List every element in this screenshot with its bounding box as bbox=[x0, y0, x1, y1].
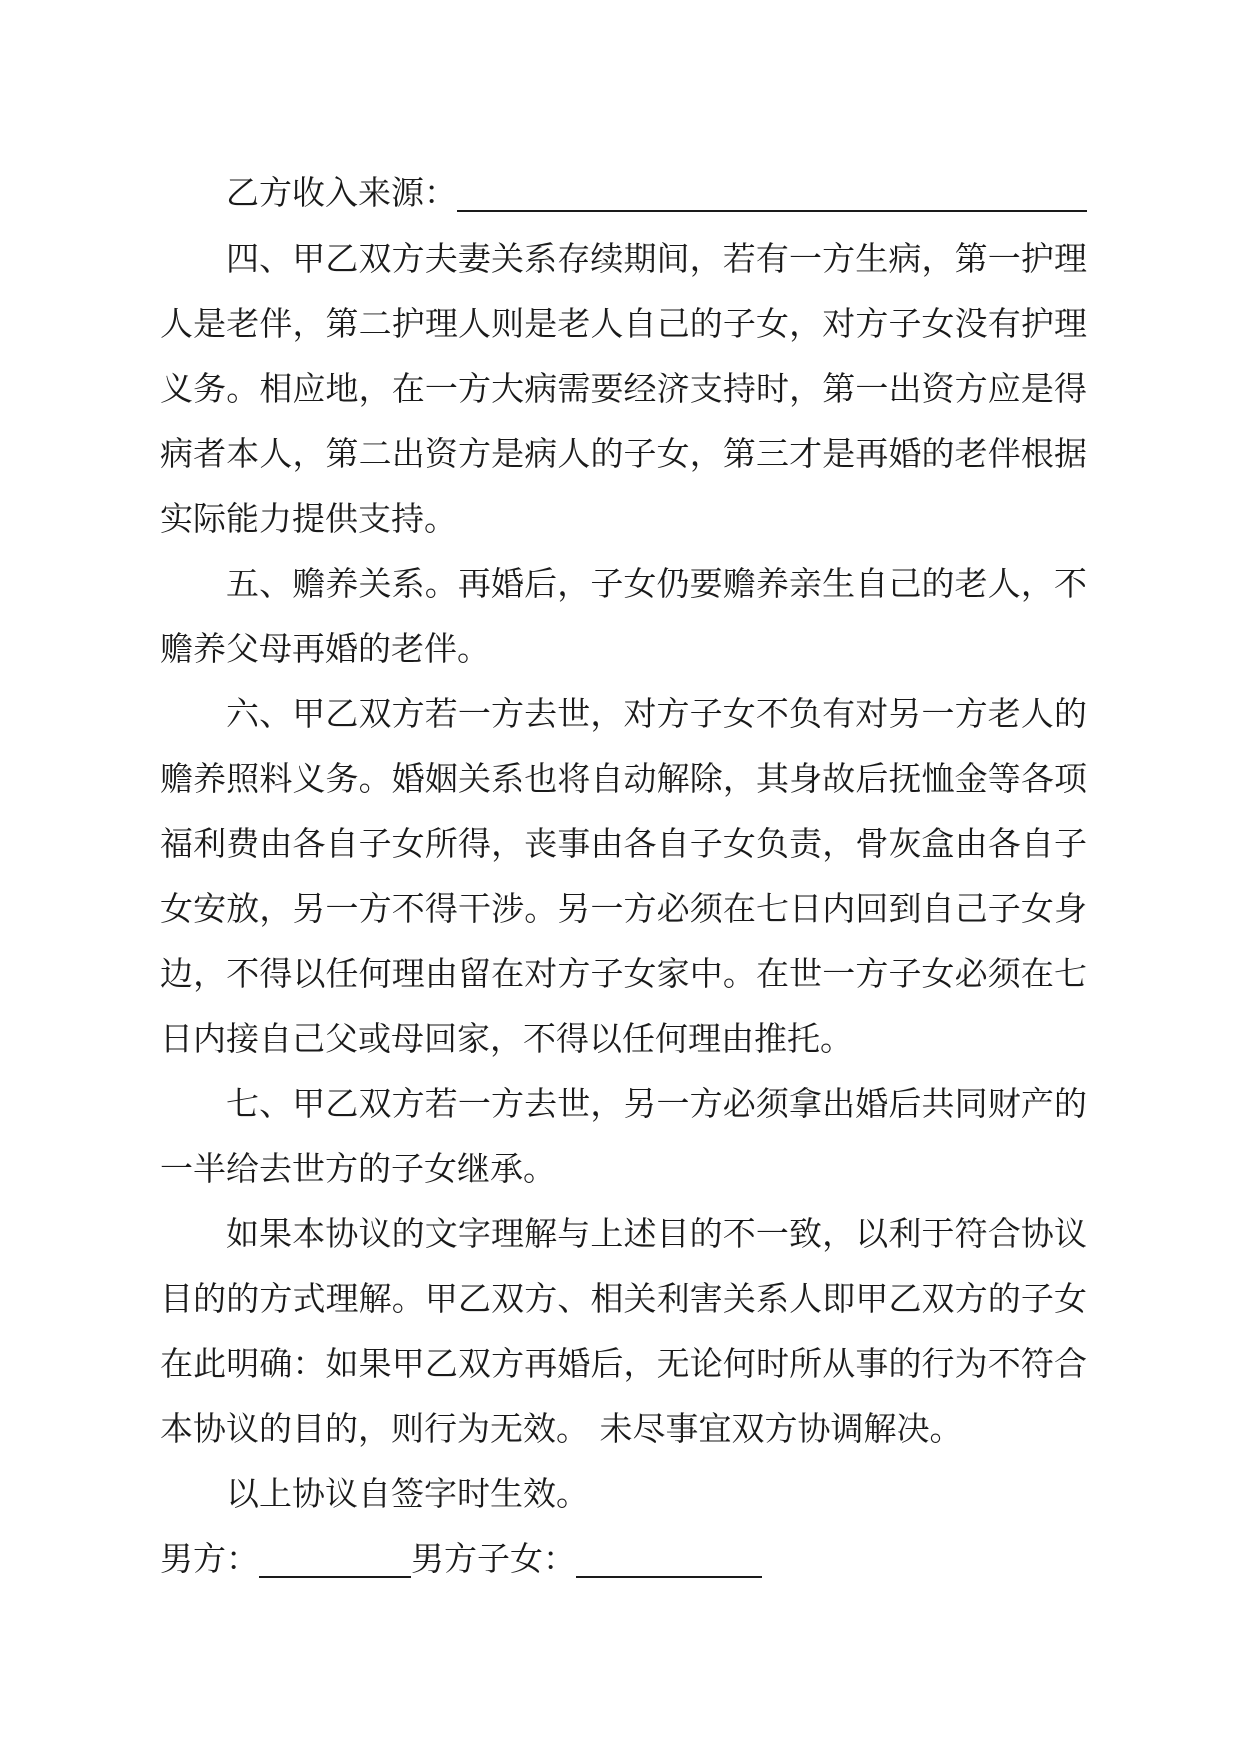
income-source-blank bbox=[457, 166, 1087, 212]
clause-seven: 七、甲乙双方若一方去世，另一方必须拿出婚后共同财产的一半给去世方的子女继承。 bbox=[160, 1084, 1087, 1188]
income-source-line bbox=[160, 160, 1087, 226]
male-children-label: 男方子女： bbox=[411, 1539, 576, 1578]
document-page bbox=[160, 160, 1087, 1592]
effective-clause: 以上协议自签字时生效。 bbox=[226, 1474, 589, 1513]
interpretation-clause: 如果本协议的文字理解与上述目的不一致，以利于符合协议目的的方式理解。甲乙双方、相关利害关系人即甲乙双方的子女在此明确：如果甲乙双方再婚后，无论何时所从事的行为不符合本协议的目的，则行为无效。 未尽事宜双方协调解决。 bbox=[160, 1214, 1087, 1448]
male-children-signature-blank bbox=[576, 1532, 762, 1578]
income-source-label: 乙方收入来源： bbox=[226, 173, 457, 212]
clause-six: 六、甲乙双方若一方去世，对方子女不负有对另一方老人的赡养照料义务。婚姻关系也将自动解除，其身故后抚恤金等各项福利费由各自子女所得，丧事由各自子女负责，骨灰盒由各自子女安放，另一方不得干涉。另一方必须在七日内回到自己子女身边，不得以任何理由留在对方子女家中。在世一方子女必须在七日内接自己父或母回家，不得以任何理由推托。 bbox=[160, 694, 1087, 1058]
male-signature-blank bbox=[259, 1532, 411, 1578]
clause-five: 五、赡养关系。再婚后，子女仍要赡养亲生自己的老人，不赡养父母再婚的老伴。 bbox=[160, 564, 1087, 668]
signature-line bbox=[160, 1526, 1087, 1592]
male-label: 男方： bbox=[160, 1539, 259, 1578]
clause-four: 四、甲乙双方夫妻关系存续期间，若有一方生病，第一护理人是老伴，第二护理人则是老人自己的子女，对方子女没有护理义务。相应地，在一方大病需要经济支持时，第一出资方应是得病者本人，第二出资方是病人的子女，第三才是再婚的老伴根据实际能力提供支持。 bbox=[160, 239, 1087, 538]
